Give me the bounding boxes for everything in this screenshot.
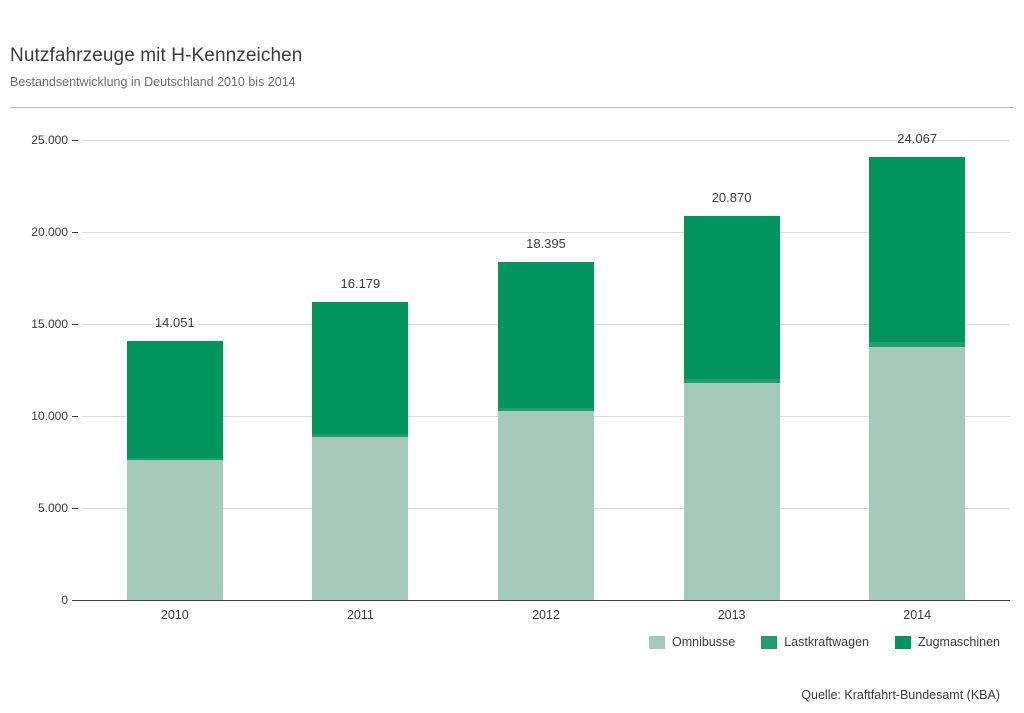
bar-segment[interactable] xyxy=(869,347,965,600)
y-axis-tick-mark xyxy=(72,508,78,509)
source-note: Quelle: Kraftfahrt-Bundesamt (KBA) xyxy=(801,688,1000,702)
bar-segment[interactable] xyxy=(498,262,594,408)
x-axis-labels xyxy=(82,600,1010,624)
bar-segment[interactable] xyxy=(127,460,223,600)
bar-total-label: 18.395 xyxy=(526,235,566,251)
bar-segment[interactable] xyxy=(312,302,408,434)
legend-swatch-icon xyxy=(761,636,777,649)
y-axis-tick-label: 10.000 xyxy=(31,409,68,423)
bar-group[interactable] xyxy=(498,262,594,600)
y-axis-tick-label: 0 xyxy=(61,593,68,607)
x-axis-tick-label: 2011 xyxy=(346,608,374,622)
bar-group[interactable] xyxy=(684,216,780,600)
legend-item[interactable] xyxy=(761,635,869,649)
chart-header xyxy=(10,44,1014,90)
chart-legend xyxy=(649,635,1000,649)
legend-item-label: Lastkraftwagen xyxy=(784,635,869,649)
bar-total-label: 16.179 xyxy=(340,276,381,292)
bar-segment[interactable] xyxy=(127,458,223,460)
page-title: Nutzfahrzeuge mit H-Kennzeichen xyxy=(10,45,303,66)
legend-item-label: Omnibusse xyxy=(671,635,736,649)
y-axis-tick-mark xyxy=(72,232,78,233)
bar-segment[interactable] xyxy=(684,383,780,600)
bar-segment[interactable] xyxy=(312,437,408,600)
bar-group[interactable] xyxy=(869,157,965,600)
bar-total-label: 20.870 xyxy=(711,189,752,205)
page-subtitle: Bestandsentwicklung in Deutschland 2010 bis 2014 xyxy=(10,75,296,89)
y-axis-tick-mark xyxy=(72,416,78,417)
y-axis-tick-label: 25.000 xyxy=(31,133,68,147)
bar-total-label: 24.067 xyxy=(897,131,938,147)
x-axis-tick-label: 2010 xyxy=(160,608,189,622)
bar-group[interactable] xyxy=(127,341,223,600)
legend-item-label: Zugmaschinen xyxy=(918,635,1000,649)
y-axis-tick-mark xyxy=(72,324,78,325)
y-axis-tick-label: 15.000 xyxy=(31,317,68,331)
bar-group[interactable] xyxy=(312,302,408,600)
legend-item[interactable] xyxy=(895,635,1000,649)
y-axis-tick-mark xyxy=(72,600,78,601)
legend-item[interactable] xyxy=(649,635,735,649)
y-axis-tick-label: 5.000 xyxy=(37,501,68,515)
x-axis-tick-label: 2014 xyxy=(903,608,932,622)
x-axis-tick-label: 2012 xyxy=(532,608,560,622)
plot-area xyxy=(31,131,1010,607)
bar-segment[interactable] xyxy=(127,341,223,457)
bar-segment[interactable] xyxy=(312,434,408,437)
legend-swatch-icon xyxy=(895,636,911,649)
bar-segment[interactable] xyxy=(684,379,780,383)
bar-segment[interactable] xyxy=(684,216,780,379)
bar-segment[interactable] xyxy=(869,342,965,347)
bar-segment[interactable] xyxy=(869,157,965,342)
chart-canvas xyxy=(10,118,1014,622)
legend-swatch-icon xyxy=(649,636,665,649)
y-axis-tick-mark xyxy=(72,140,78,141)
header-divider xyxy=(10,107,1014,108)
x-axis-tick-label: 2013 xyxy=(717,608,746,622)
bar-total-label: 14.051 xyxy=(154,315,195,331)
bar-segment[interactable] xyxy=(498,411,594,600)
bar-segment[interactable] xyxy=(498,408,594,411)
y-axis-tick-label: 20.000 xyxy=(31,225,68,239)
